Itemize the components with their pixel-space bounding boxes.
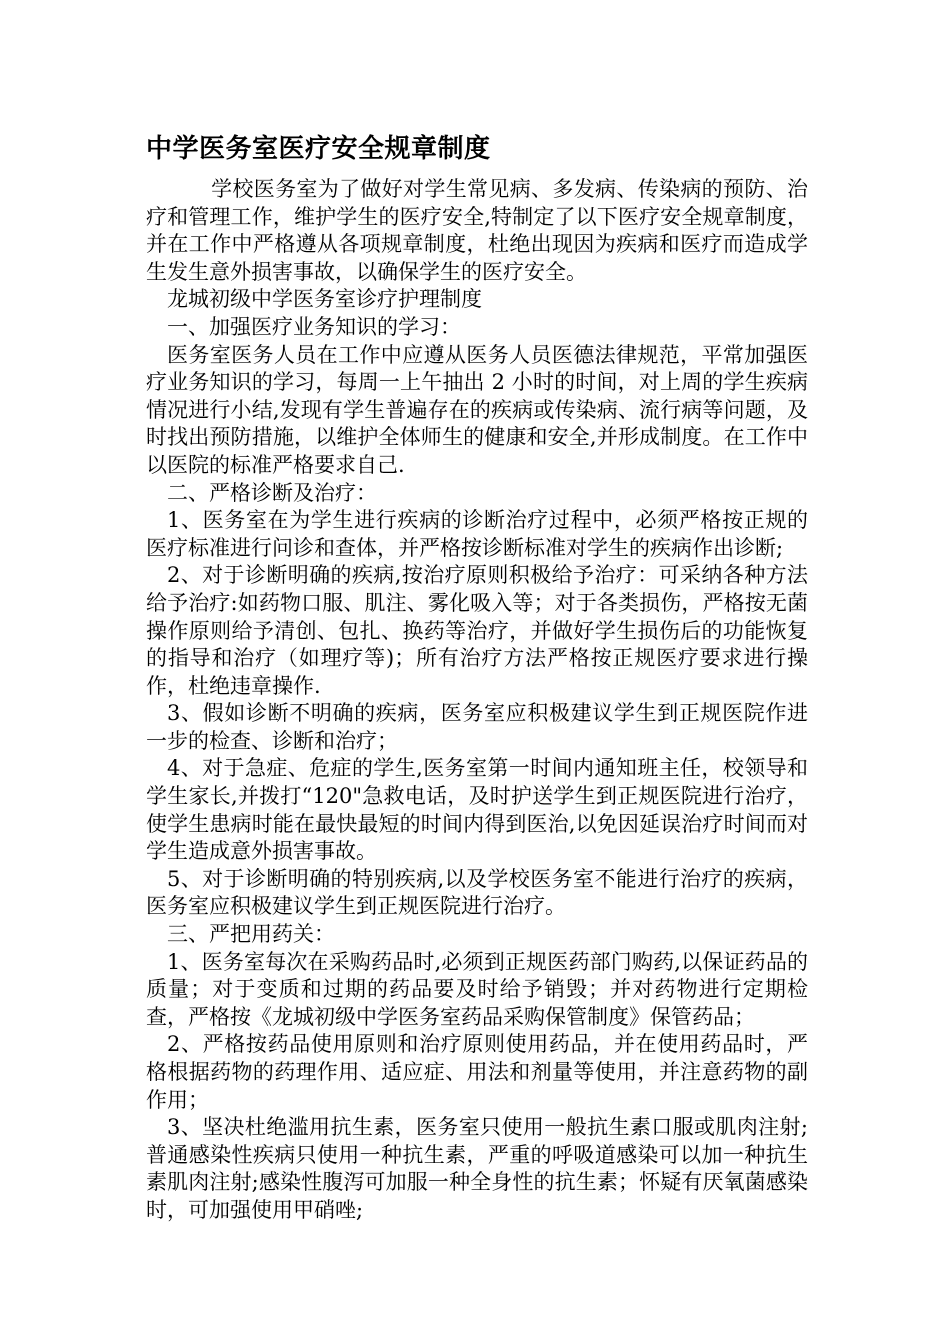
section-2-paragraph-3: 3、假如诊断不明确的疾病，医务室应积极建议学生到正规医院作进一步的检查、诊断和治疗； [146,701,808,753]
section-2-paragraph-2: 2、对于诊断明确的疾病,按治疗原则积极给予治疗：可采纳各种方法给予治疗:如药物口服、肌注、雾化吸入等；对于各类损伤，严格按无菌操作原则给予清创、包扎、换药等治疗，并做好学生损伤后的功能恢复的指导和治疗（如理疗等)；所有治疗方法严格按正规医疗要求进行操作，杜绝违章操作. [146,563,808,698]
section-1-paragraph-1: 医务室医务人员在工作中应遵从医务人员医德法律规范，平常加强医疗业务知识的学习，每周一上午抽出 2 小时的时间，对上周的学生疾病情况进行小结,发现有学生普遍存在的疾病或传染病、流行病等问题，及时找出预防措施，以维护全体师生的健康和安全,并形成制度。在工作中以医院的标准严格要求自己. [146,342,808,477]
section-2-paragraph-5: 5、对于诊断明确的特别疾病,以及学校医务室不能进行治疗的疾病，医务室应积极建议学生到正规医院进行治疗。 [146,866,808,919]
document-title: 中学医务室医疗安全规章制度 [146,134,491,164]
section-3-paragraph-2: 2、严格按药品使用原则和治疗原则使用药品，并在使用药品时，严格根据药物的药理作用、适应症、用法和剂量等使用，并注意药物的副作用； [146,1032,808,1112]
section-3-paragraph-1: 1、医务室每次在采购药品时,必须到正规医药部门购药,以保证药品的质量；对于变质和过期的药品要及时给予销毁；并对药物进行定期检查，严格按《龙城初级中学医务室药品采购保管制度》保管药品； [146,949,808,1029]
document-body [146,130,808,1225]
section-2-paragraph-1: 1、医务室在为学生进行疾病的诊断治疗过程中，必须严格按正规的医疗标准进行问诊和查体，并严格按诊断标准对学生的疾病作出诊断; [146,508,808,560]
section-3-heading: 三、严把用药关： [167,922,335,947]
intro-paragraph: 学校医务室为了做好对学生常见病、多发病、传染病的预防、治疗和管理工作，维护学生的医疗安全,特制定了以下医疗安全规章制度，并在工作中严格遵从各项规章制度，杜绝出现因为疾病和医疗而造成学生发生意外损害事故，以确保学生的医疗安全。 [146,177,808,284]
section-1-heading: 一、加强医疗业务知识的学习： [167,314,461,339]
section-3-paragraph-3: 3、坚决杜绝滥用抗生素，医务室只使用一般抗生素口服或肌肉注射;普通感染性疾病只使用一种抗生素，严重的呼吸道感染可以加一种抗生素肌肉注射;感染性腹泻可加服一种全身性的抗生素；怀疑有厌氧菌感染时，可加强使用甲硝唑; [146,1115,808,1222]
document-subtitle: 龙城初级中学医务室诊疗护理制度 [167,287,482,312]
section-2-heading: 二、严格诊断及治疗： [167,480,377,505]
section-2-paragraph-4: 4、对于急症、危症的学生,医务室第一时间内通知班主任，校领导和学生家长,并拨打“120"急救电话，及时护送学生到正规医院进行治疗，使学生患病时能在最快最短的时间内得到医治,以免因延误治疗时间而对学生造成意外损害事故。 [146,756,808,864]
